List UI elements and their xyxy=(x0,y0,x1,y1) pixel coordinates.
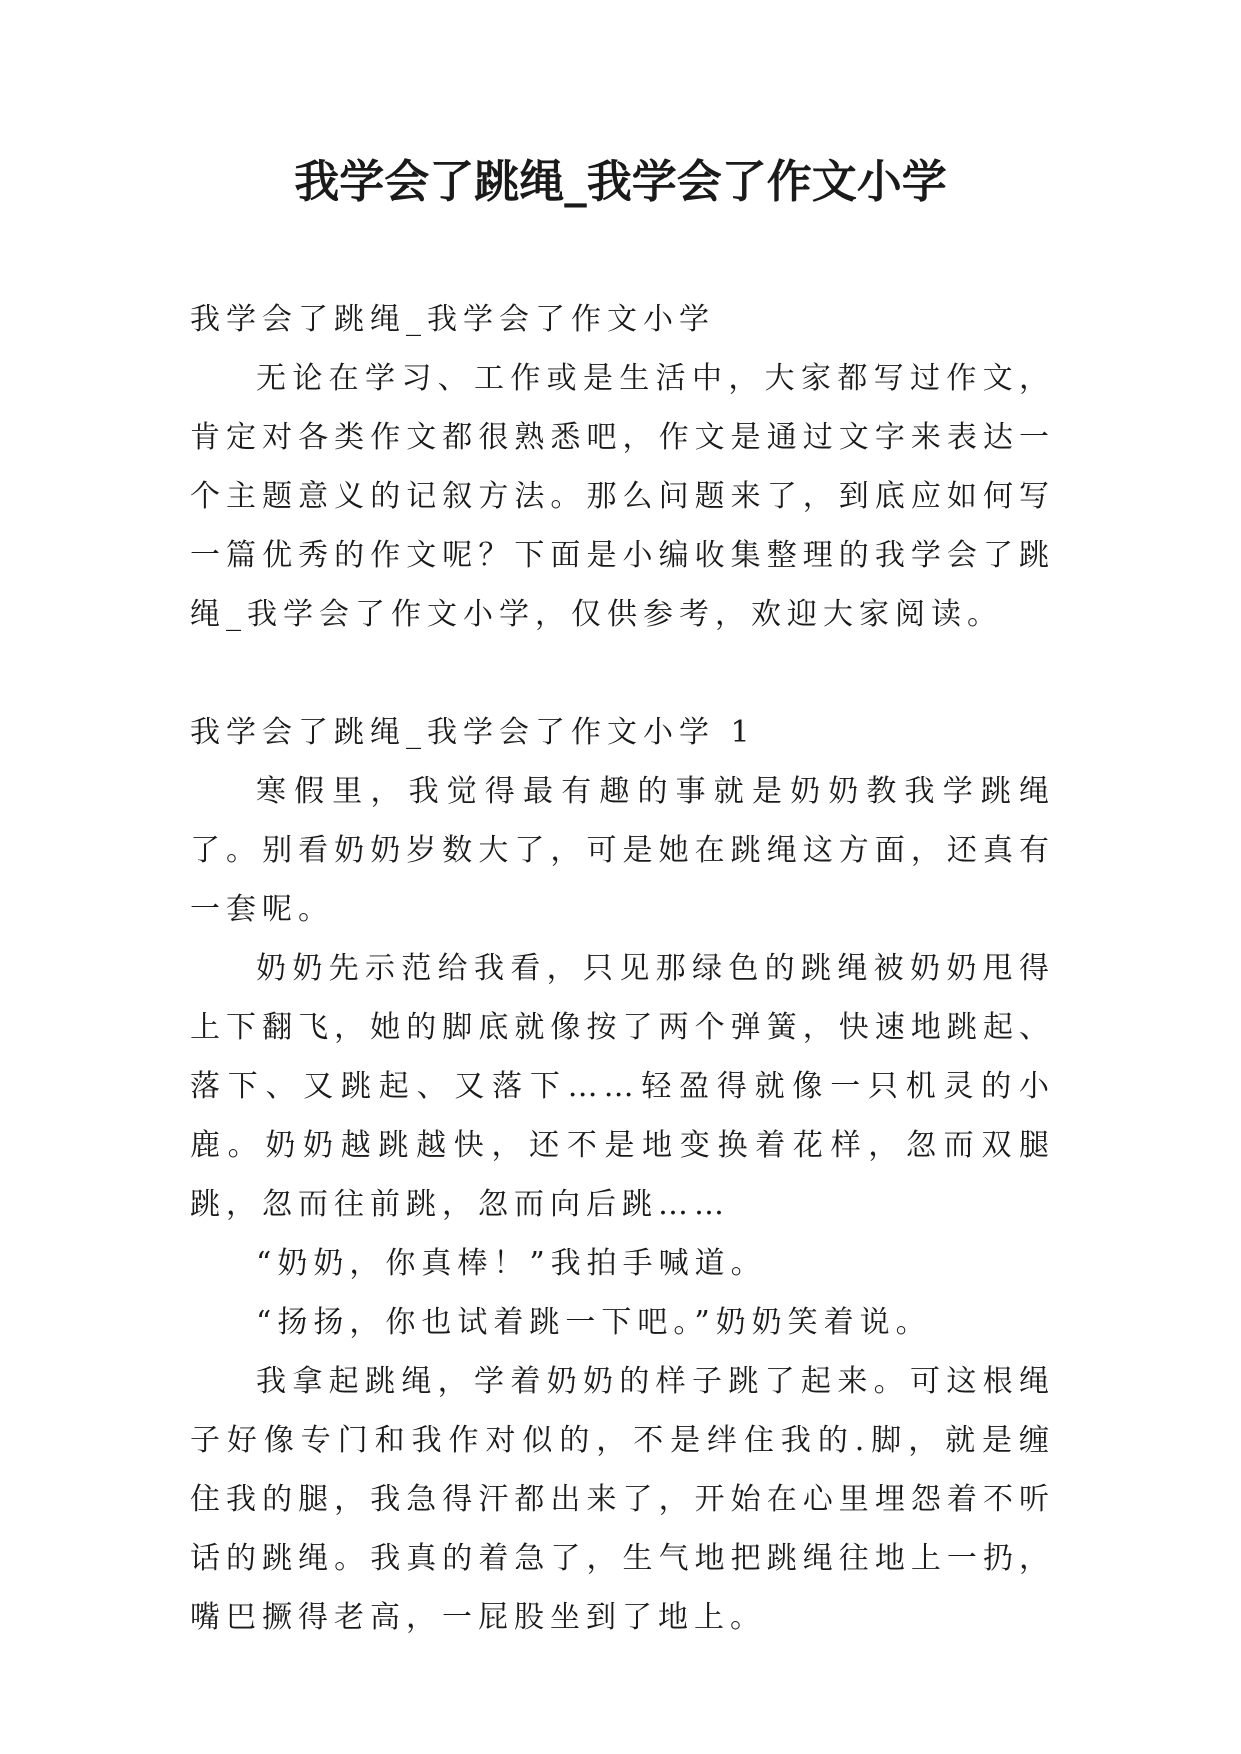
subtitle-line: 我学会了跳绳_我学会了作文小学 xyxy=(190,302,715,337)
body-paragraph-3: “奶奶，你真棒！”我拍手喊道。 xyxy=(256,1246,767,1281)
document-body xyxy=(190,290,1055,1647)
section-heading: 我学会了跳绳_我学会了作文小学 1 xyxy=(190,715,756,750)
body-paragraph-2: 奶奶先示范给我看，只见那绿色的跳绳被奶奶甩得上下翻飞，她的脚底就像按了两个弹簧，快速地跳起、落下、又跳起、又落下……轻盈得就像一只机灵的小鹿。奶奶越跳越快，还不是地变换着花样，忽而双腿跳，忽而往前跳，忽而向后跳…… xyxy=(190,951,1055,1222)
body-paragraph-5: 我拿起跳绳，学着奶奶的样子跳了起来。可这根绳子好像专门和我作对似的，不是绊住我的.脚，就是缠住我的腿，我急得汗都出来了，开始在心里埋怨着不听话的跳绳。我真的着急了，生气地把跳绳往地上一扔，嘴巴撅得老高，一屁股坐到了地上。 xyxy=(190,1364,1055,1635)
document-title: 我学会了跳绳_我学会了作文小学 xyxy=(294,155,947,208)
body-paragraph-1: 寒假里，我觉得最有趣的事就是奶奶教我学跳绳了。别看奶奶岁数大了，可是她在跳绳这方面，还真有一套呢。 xyxy=(190,774,1055,927)
body-paragraph-4: “扬扬，你也试着跳一下吧。”奶奶笑着说。 xyxy=(256,1305,932,1340)
paragraph-spacer xyxy=(190,644,1055,703)
intro-paragraph: 无论在学习、工作或是生活中，大家都写过作文，肯定对各类作文都很熟悉吧，作文是通过文字来表达一个主题意义的记叙方法。那么问题来了，到底应如何写一篇优秀的作文呢？下面是小编收集整理的我学会了跳绳_我学会了作文小学，仅供参考，欢迎大家阅读。 xyxy=(190,361,1055,632)
